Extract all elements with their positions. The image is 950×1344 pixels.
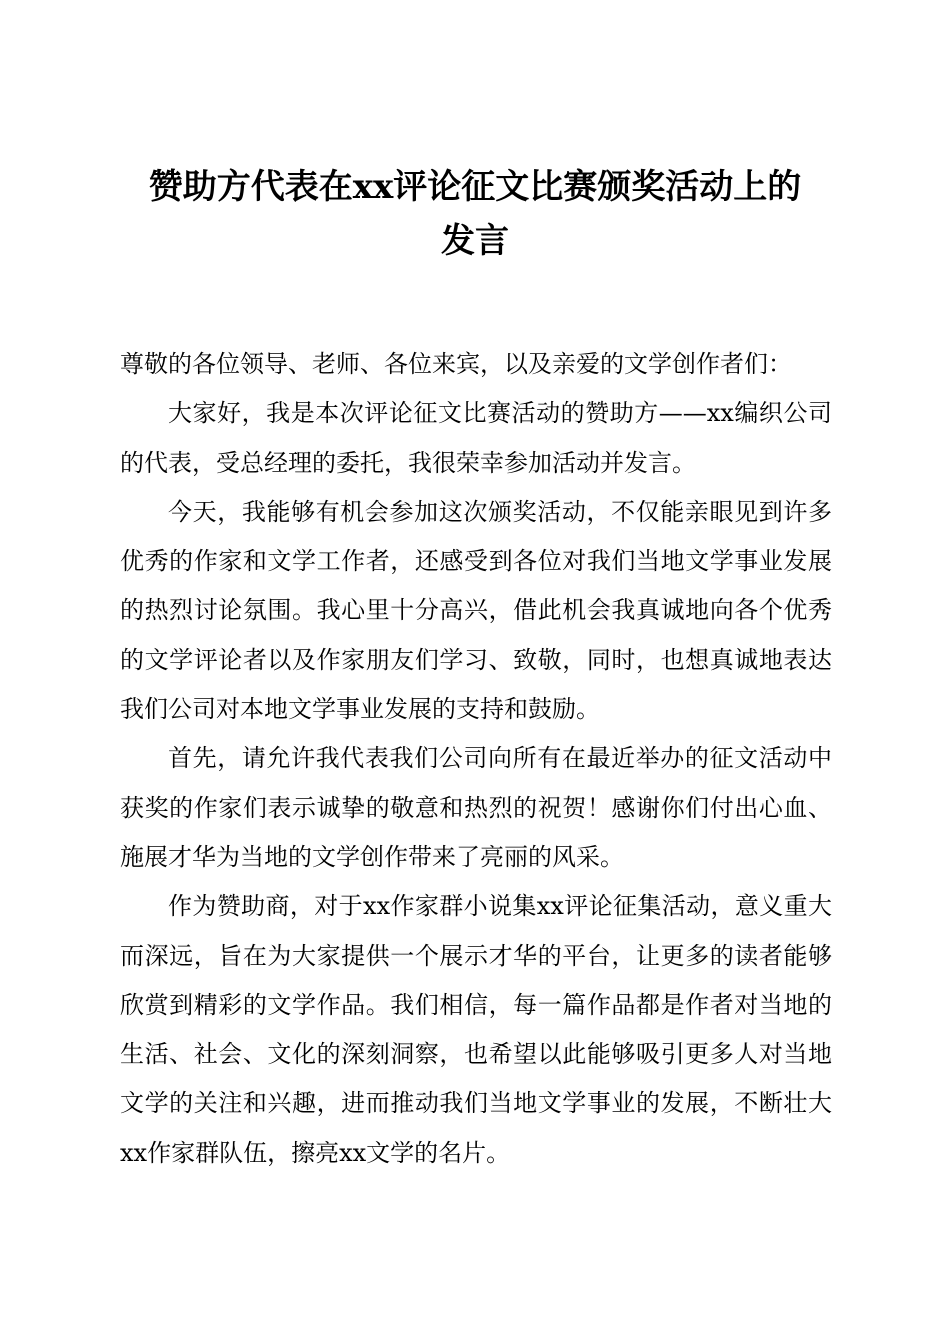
title-line-2: 发言 xyxy=(441,221,509,261)
paragraph-sponsor-purpose: 作为赞助商，对于xx作家群小说集xx评论征集活动，意义重大而深远，旨在为大家提供一个展示才华的平台，让更多的读者能够欣赏到精彩的文学作品。我们相信，每一篇作品都是作者对当地的生活、社会、文化的深刻洞察，也希望以此能够吸引更多人对当地文学的关注和兴趣，进而推动我们当地文学事业的发展，不断壮大xx作家群队伍，擦亮xx文学的名片。 xyxy=(120,892,832,1167)
document-body xyxy=(120,340,832,1178)
title-line-1: 赞助方代表在xx评论征文比赛颁奖活动上的 xyxy=(148,167,802,207)
paragraph-greeting: 大家好，我是本次评论征文比赛活动的赞助方——xx编织公司的代表，受总经理的委托，我很荣幸参加活动并发言。 xyxy=(120,399,832,477)
salutation: 尊敬的各位领导、老师、各位来宾，以及亲爱的文学创作者们： xyxy=(120,350,792,378)
document-title xyxy=(100,160,850,268)
paragraph-opportunity: 今天，我能够有机会参加这次颁奖活动，不仅能亲眼见到许多优秀的作家和文学工作者，还感受到各位对我们当地文学事业发展的热烈讨论氛围。我心里十分高兴，借此机会我真诚地向各个优秀的文学评论者以及作家朋友们学习、致敬，同时，也想真诚地表达我们公司对本地文学事业发展的支持和鼓励。 xyxy=(120,497,832,724)
paragraph-congratulations: 首先，请允许我代表我们公司向所有在最近举办的征文活动中获奖的作家们表示诚挚的敬意和热烈的祝贺！感谢你们付出心血、施展才华为当地的文学创作带来了亮丽的风采。 xyxy=(120,744,832,871)
